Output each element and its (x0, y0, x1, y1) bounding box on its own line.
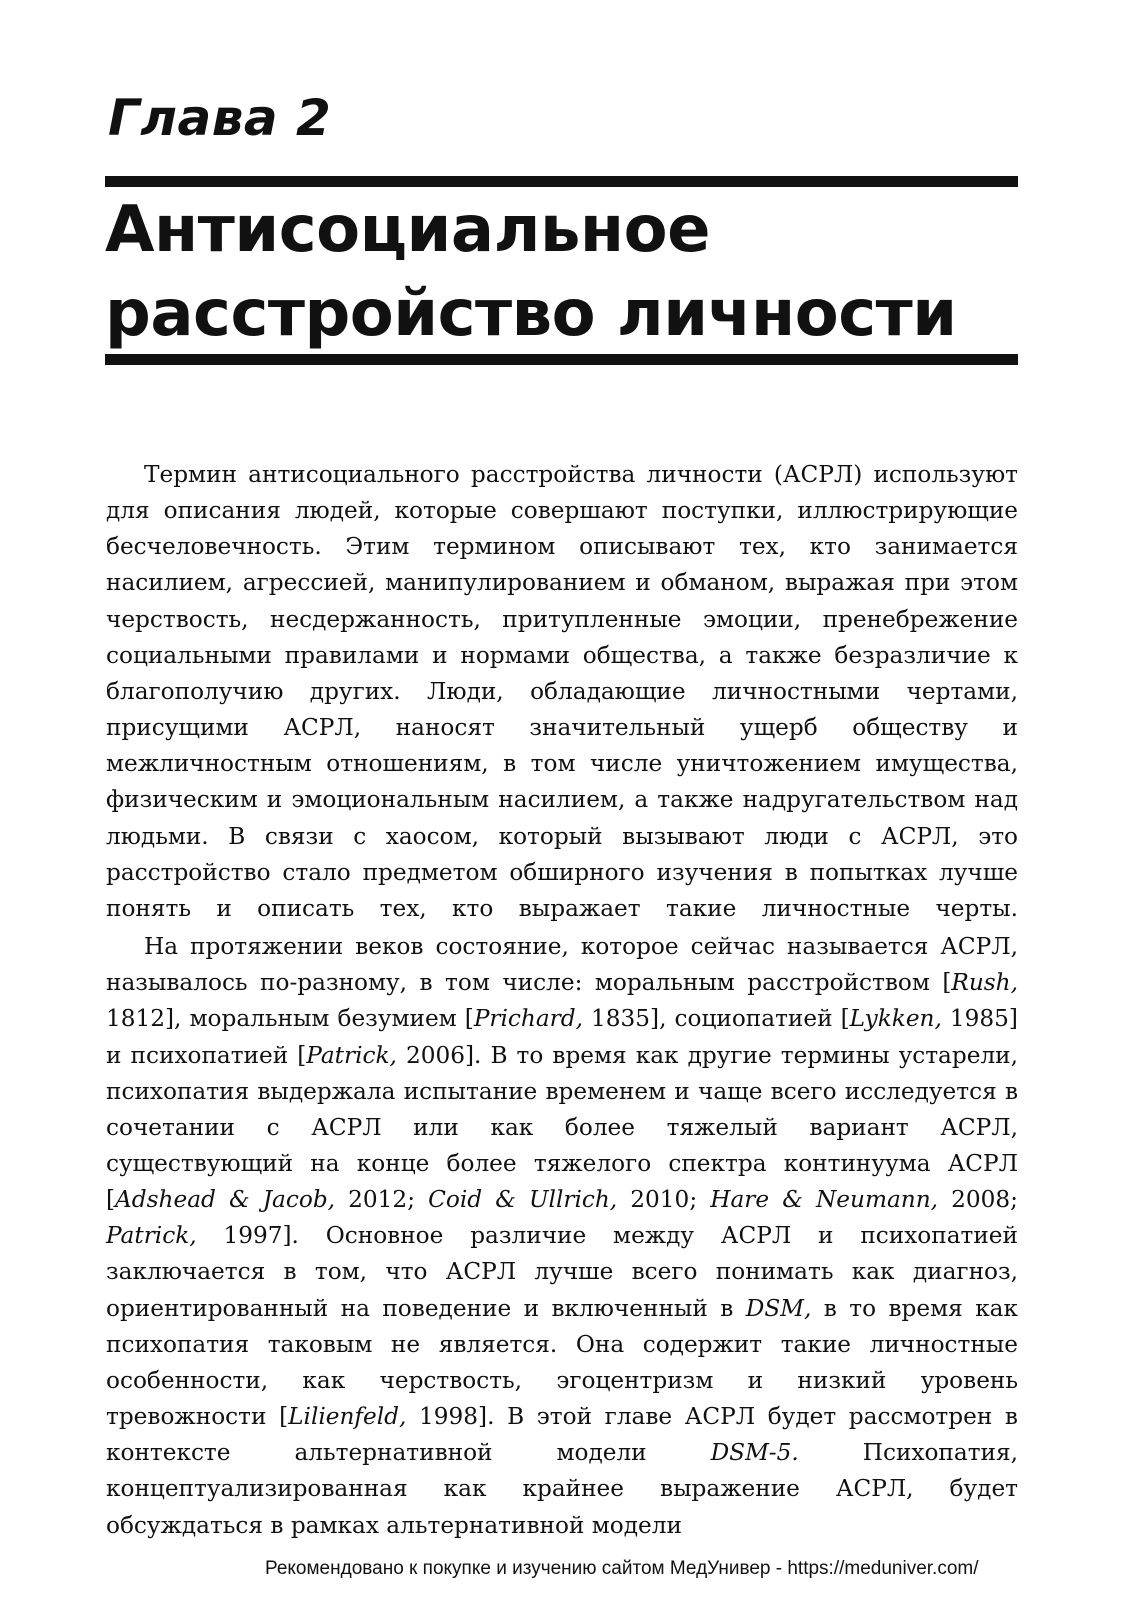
paragraph-text: 1835], социопатией [ (582, 1005, 850, 1033)
citation-text: Rush, (951, 969, 1018, 997)
chapter-title-line-1: Антисоциальное (105, 193, 710, 267)
paragraph-text: 1812], моральным безумием [ (106, 1005, 474, 1033)
citation-text: Patrick, (306, 1041, 397, 1069)
paragraph-text: 1997]. Основное различие между АСРЛ и психопатией заключается в том, что АСРЛ лучше всего понимать как диагноз, ориентированный на поведение и включенный в (106, 1222, 1018, 1322)
chapter-title-line-2: расстройство личности (105, 277, 957, 351)
paragraph-text: 2006]. В то время как другие термины устарели, психопатия выдержала испытание временем и чаще всего исследуется в сочетании с АСРЛ или как более тяжелый вариант АСРЛ, существующий на конце более тяжелого спектра континуума АСРЛ [ (106, 1041, 1018, 1214)
paragraph-text: 1998]. В этой главе АСРЛ будет рассмотрен в контексте альтернативной модели (106, 1403, 1018, 1467)
paragraph (106, 929, 1018, 1544)
paragraph (106, 457, 1018, 927)
citation-text: Patrick, (106, 1222, 197, 1250)
citation-text: Lilienfeld, (288, 1403, 407, 1431)
paragraph-text: 2008; (938, 1186, 1018, 1214)
paragraph-text: 2010; (617, 1186, 711, 1214)
paragraph-text: На протяжении веков состояние, которое сейчас называется АСРЛ, называлось по-разному, в том числе: моральным расстройством [ (106, 933, 1018, 997)
citation-text: DSM, (745, 1294, 812, 1322)
citation-text: Lykken, (849, 1005, 942, 1033)
citation-text: Hare & Neumann, (710, 1186, 939, 1214)
citation-text: DSM-5. (710, 1439, 799, 1467)
paragraph-text: 1985] и психопатией [ (106, 1005, 1018, 1069)
chapter-label: Глава 2 (108, 89, 332, 147)
paragraph-text: Психопатия, концептуализированная как крайнее выражение АСРЛ, будет обсуждаться в рамках альтернативной модели (106, 1439, 1018, 1539)
paragraph-text: в то время как психопатия таковым не является. Она содержит такие личностные особенности, как черствость, эгоцентризм и низкий уровень тревожности [ (106, 1294, 1018, 1431)
footer-recommendation: Рекомендовано к покупке и изучению сайтом МедУнивер - https://meduniver.com/ (265, 1558, 979, 1579)
citation-text: Coid & Ullrich, (428, 1186, 618, 1214)
paragraph-text: Термин антисоциального расстройства личности (АСРЛ) используют для описания людей, которые совершают поступки, иллюстрирующие бесчеловечность. Этим термином описывают тех, кто занимается насилием, агрессией, манипулированием и обманом, выражая при этом черствость, несдержанность, притупленные эмоции, пренебрежение социальными правилами и нормами общества, а также безразличие к благополучию других. Люди, обладающие личностными чертами, присущими АСРЛ, наносят значительный ущерб обществу и межличностным отношениям, в том числе уничтожением имущества, физическим и эмоциональным насилием, а также надругательством над людьми. В связи с хаосом, который вызывают люди с АСРЛ, это расстройство стало предметом обширного изучения в попытках лучше понять и описать тех, кто выражает такие личностные черты. (106, 461, 1018, 922)
citation-text: Adshead & Jacob, (115, 1186, 336, 1214)
bottom-rule-divider (105, 354, 1018, 365)
top-rule-divider (105, 176, 1018, 187)
citation-text: Prichard, (473, 1005, 583, 1033)
paragraph-text: 2012; (335, 1186, 429, 1214)
body-text (106, 457, 1018, 1544)
chapter-title (105, 188, 1018, 356)
